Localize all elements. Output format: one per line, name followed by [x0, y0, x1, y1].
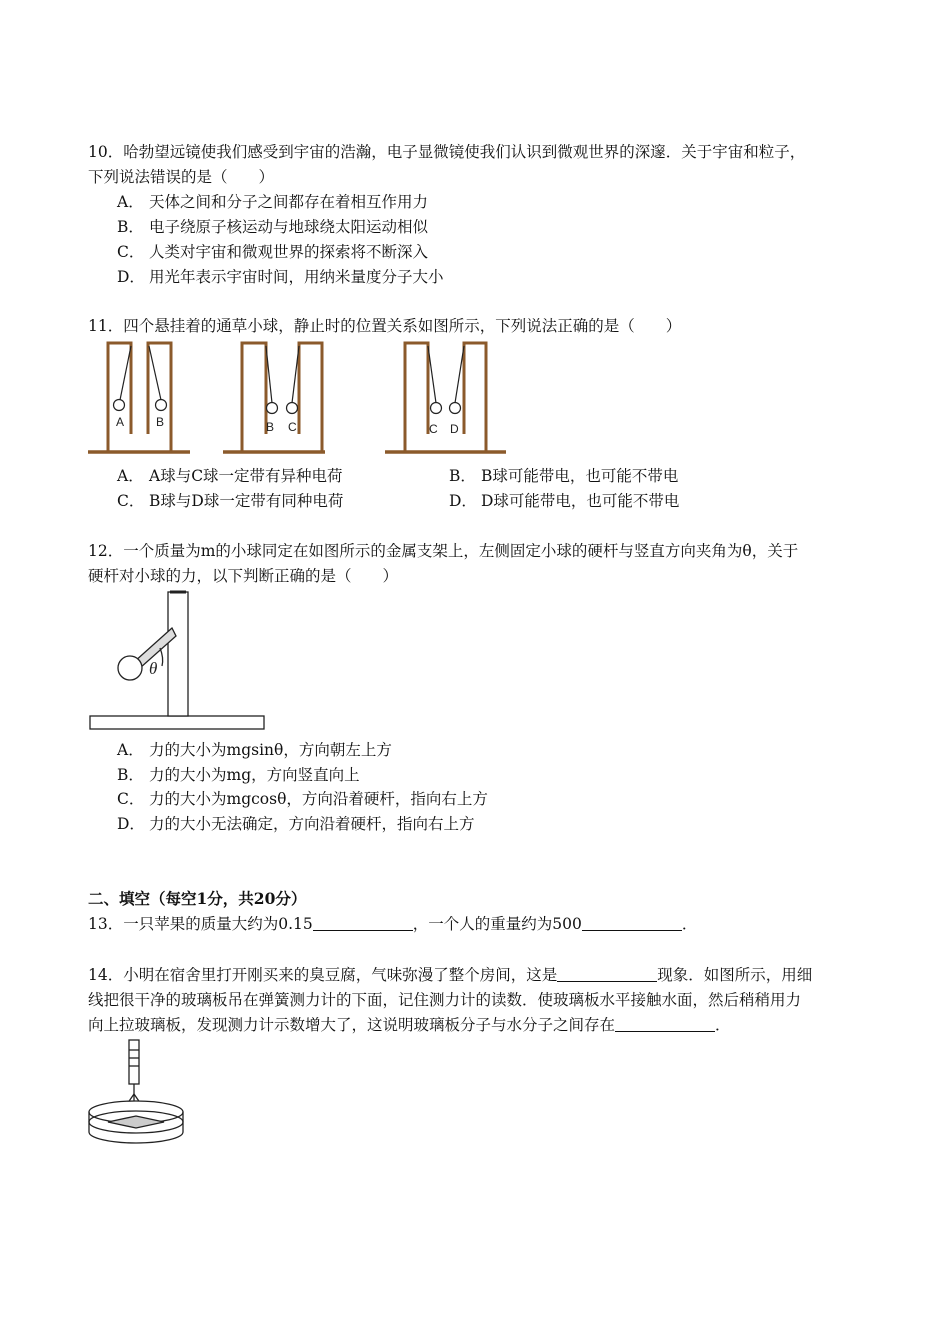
q12-option-b	[117, 764, 360, 786]
option-letter: B．	[117, 766, 144, 784]
option-letter: C．	[117, 790, 145, 808]
q11-stem: 11．四个悬挂着的通草小球，静止时的位置关系如图所示，下列说法正确的是（ ）	[88, 317, 682, 335]
option-letter: C．	[117, 492, 145, 510]
q11-option-c	[117, 490, 343, 512]
q12-option-c	[117, 788, 488, 810]
q10-option-c	[117, 241, 428, 263]
answer-blank[interactable]	[313, 914, 413, 931]
option-text: 人类对宇宙和微观世界的探索将不断深入	[149, 243, 429, 261]
option-letter: A．	[117, 741, 144, 759]
section-heading: 二、填空（每空1分，共20分）	[88, 889, 307, 908]
q11-option-d	[449, 490, 679, 512]
option-letter: C．	[117, 243, 145, 261]
option-text: 用光年表示宇宙时间，用纳米量度分子大小	[149, 268, 444, 286]
option-text: 力的大小无法确定，方向沿着硬杆，指向右上方	[149, 815, 475, 833]
q14-line1-a: 14．小明在宿舍里打开刚买来的臭豆腐，气味弥漫了整个房间，这是	[88, 966, 558, 984]
q14-line2: 线把很干净的玻璃板吊在弹簧测力计的下面，记住测力计的读数．使玻璃板水平接触水面，然后稍稍用力	[88, 991, 802, 1009]
option-text: D球可能带电，也可能不带电	[481, 492, 680, 510]
option-letter: D．	[117, 268, 145, 286]
q11-pith-balls-figure	[86, 340, 511, 458]
q10-stem-line1: 10．哈勃望远镜使我们感受到宇宙的浩瀚，电子显微镜使我们认识到微观世界的深邃．关于宇宙和粒子，	[88, 143, 806, 161]
figure-label-c2: C	[429, 422, 438, 436]
ball-b	[156, 400, 167, 411]
q12-stem-line1: 12．一个质量为m的小球同定在如图所示的金属支架上，左侧固定小球的硬杆与竖直方向夹角为θ，关于	[88, 542, 799, 560]
q12-option-d	[117, 813, 475, 835]
q12-bracket-figure	[88, 588, 268, 734]
q12-stem-line2: 硬杆对小球的力，以下判断正确的是（ ）	[88, 567, 399, 585]
answer-blank[interactable]	[557, 965, 657, 982]
q10-option-d	[117, 266, 444, 288]
spring-scale	[129, 1040, 139, 1084]
option-letter: A．	[117, 193, 144, 211]
answer-blank[interactable]	[582, 914, 682, 931]
option-letter: B．	[449, 467, 476, 485]
option-letter: D．	[117, 815, 145, 833]
q11-option-b	[449, 465, 678, 487]
q13-part2: ，一个人的重量约为500	[412, 915, 582, 933]
q12-option-a	[117, 739, 392, 761]
q14-line1-b: 现象．如图所示，用细	[657, 966, 813, 984]
answer-blank[interactable]	[615, 1015, 715, 1032]
q14-spring-scale-figure	[86, 1038, 192, 1146]
q11-option-a	[117, 465, 343, 487]
figure-label-c: C	[288, 420, 297, 434]
q13-part3: ．	[681, 915, 698, 933]
option-letter: A．	[117, 467, 144, 485]
q13-part1: 13．一只苹果的质量大约为0.15	[88, 915, 313, 933]
base-plate	[90, 716, 264, 729]
ball	[118, 656, 142, 680]
ball-d	[450, 403, 461, 414]
ball-b2	[267, 403, 278, 414]
ball-c	[287, 403, 298, 414]
option-text: 力的大小为mgcosθ，方向沿着硬杆，指向右上方	[149, 790, 488, 808]
q10-stem-line2: 下列说法错误的是（ ）	[88, 168, 275, 186]
option-letter: D．	[449, 492, 477, 510]
vertical-support	[168, 592, 188, 716]
ball-c2	[431, 403, 442, 414]
q14-line1	[88, 964, 812, 986]
figure-label-a: A	[116, 415, 125, 429]
option-text: A球与C球一定带有异种电荷	[149, 467, 343, 485]
ball-a	[114, 400, 125, 411]
q10-option-b	[117, 216, 428, 238]
q14-line3	[88, 1014, 731, 1036]
option-text: B球与D球一定带有同种电荷	[149, 492, 344, 510]
pith-balls	[114, 346, 465, 414]
option-letter: B．	[117, 218, 144, 236]
theta-label: θ	[149, 659, 158, 678]
q14-line3-b: ．	[715, 1016, 731, 1034]
option-text: B球可能带电，也可能不带电	[481, 467, 679, 485]
q10-option-a	[117, 191, 428, 213]
q13-line	[88, 913, 697, 935]
option-text: 力的大小为mgsinθ，方向朝左上方	[149, 741, 392, 759]
figure-label-b2: B	[266, 420, 275, 434]
option-text: 力的大小为mg，方向竖直向上	[149, 766, 360, 784]
figure-label-b: B	[156, 415, 165, 429]
option-text: 天体之间和分子之间都存在着相互作用力	[149, 193, 429, 211]
figure-label-d: D	[450, 422, 459, 436]
option-text: 电子绕原子核运动与地球绕太阳运动相似	[149, 218, 429, 236]
q14-line3-a: 向上拉玻璃板，发现测力计示数增大了，这说明玻璃板分子与水分子之间存在	[88, 1016, 616, 1034]
